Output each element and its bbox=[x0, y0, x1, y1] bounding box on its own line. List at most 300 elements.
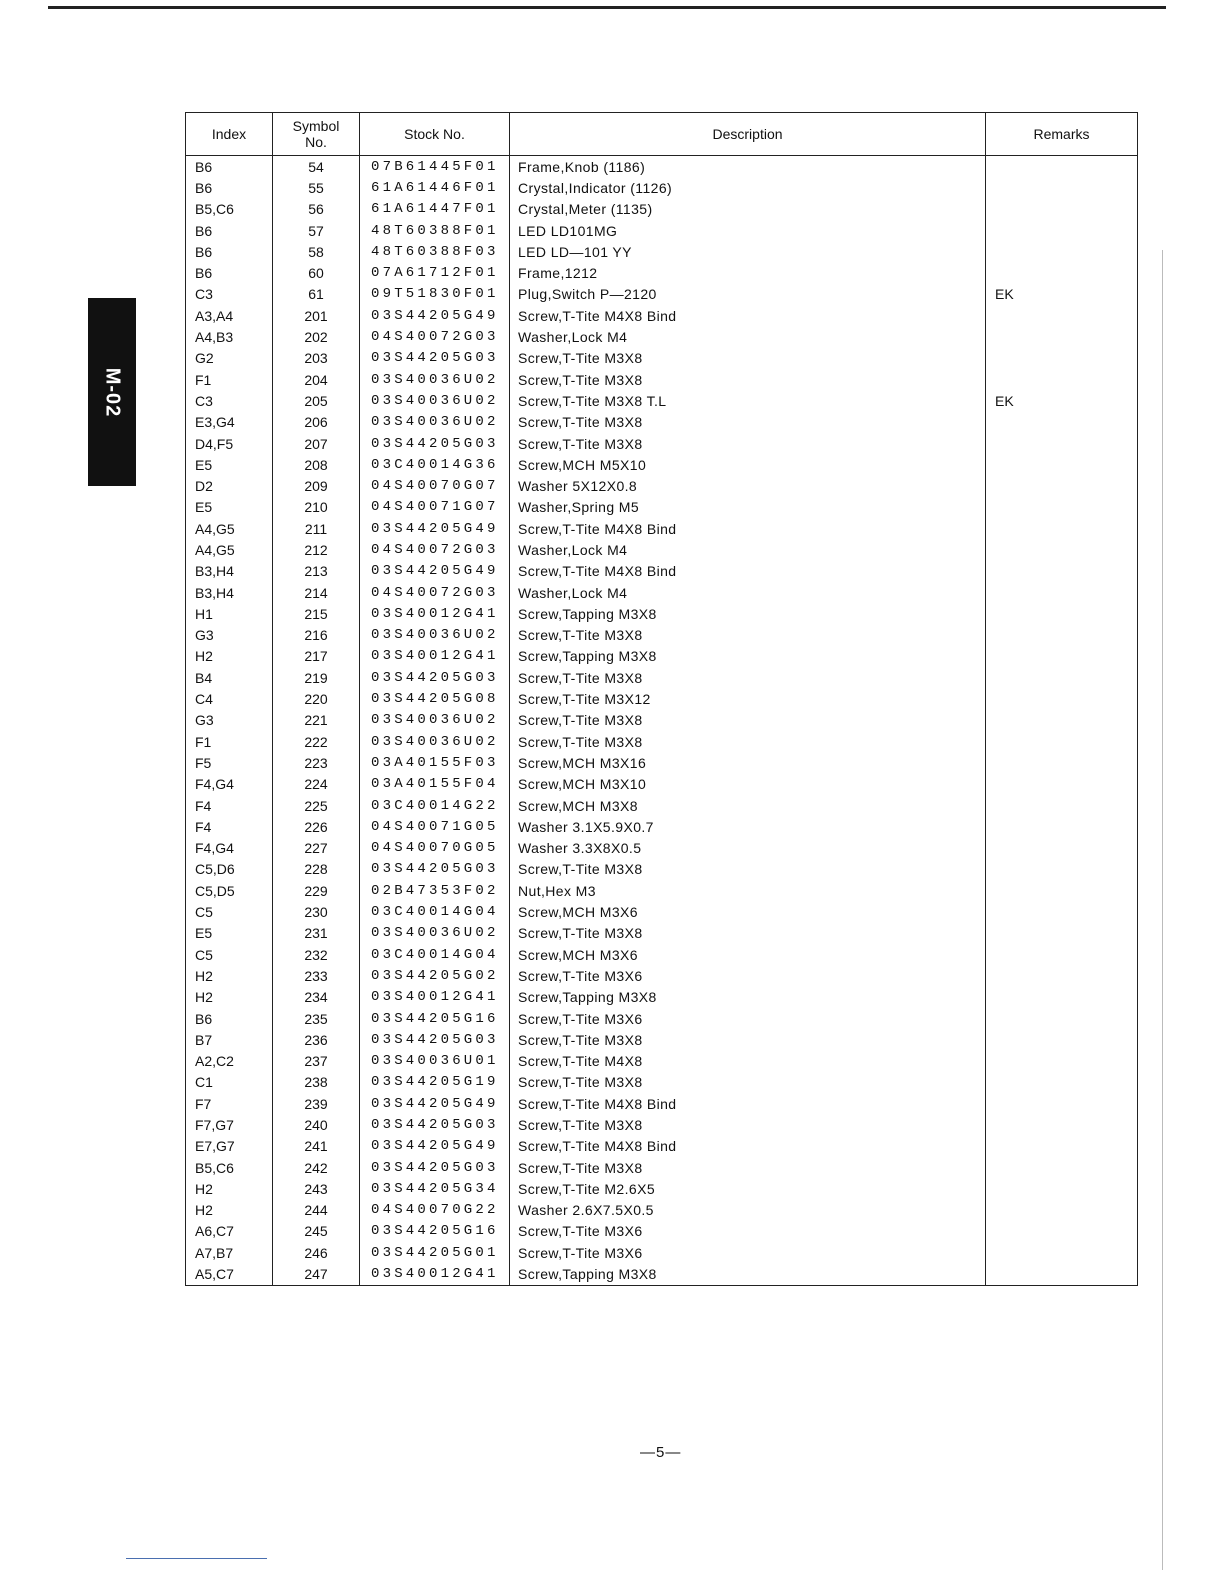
table-row bbox=[186, 199, 1138, 220]
symbol-cell: 61 bbox=[273, 284, 360, 305]
index-cell: H2 bbox=[195, 648, 213, 665]
table-row bbox=[186, 390, 1138, 411]
remarks-cell bbox=[986, 454, 1138, 475]
remarks-cell bbox=[986, 688, 1138, 709]
description-cell: Screw,T-Tite M3X6 bbox=[510, 965, 986, 986]
remarks-cell bbox=[986, 923, 1138, 944]
symbol-cell: 234 bbox=[273, 987, 360, 1008]
index-cell: H2 bbox=[195, 1202, 213, 1219]
index-cell: E3,G4 bbox=[195, 414, 235, 431]
symbol-cell: 220 bbox=[273, 688, 360, 709]
stock-cell: 03S40036U02 bbox=[360, 731, 510, 752]
index-cell: A4,B3 bbox=[195, 329, 234, 346]
symbol-cell: 60 bbox=[273, 262, 360, 283]
table-row bbox=[186, 369, 1138, 390]
index-cell: B5,C6 bbox=[195, 201, 234, 218]
remarks-cell bbox=[986, 603, 1138, 624]
table-row bbox=[186, 156, 1138, 178]
symbol-header-line1: Symbol bbox=[292, 118, 340, 134]
remarks-cell bbox=[986, 944, 1138, 965]
table-row bbox=[186, 880, 1138, 901]
remarks-cell bbox=[986, 752, 1138, 773]
remarks-cell bbox=[986, 220, 1138, 241]
symbol-cell: 245 bbox=[273, 1221, 360, 1242]
description-cell: Screw,Tapping M3X8 bbox=[510, 1263, 986, 1285]
remarks-cell bbox=[986, 177, 1138, 198]
index-cell: D4,F5 bbox=[195, 435, 234, 452]
symbol-cell: 241 bbox=[273, 1136, 360, 1157]
table-row bbox=[186, 965, 1138, 986]
remarks-cell bbox=[986, 199, 1138, 220]
description-cell: Frame,1212 bbox=[510, 262, 986, 283]
index-cell: A6,C7 bbox=[195, 1223, 234, 1240]
symbol-cell: 215 bbox=[273, 603, 360, 624]
symbol-cell: 55 bbox=[273, 177, 360, 198]
description-cell: Screw,T-Tite M3X6 bbox=[510, 1221, 986, 1242]
symbol-cell: 225 bbox=[273, 795, 360, 816]
remarks-cell bbox=[986, 497, 1138, 518]
index-cell: F1 bbox=[195, 371, 212, 388]
symbol-cell: 226 bbox=[273, 816, 360, 837]
stock-cell: 03S44205G49 bbox=[360, 561, 510, 582]
remarks-cell bbox=[986, 965, 1138, 986]
index-cell: F7,G7 bbox=[195, 1117, 234, 1133]
stock-cell: 03S44205G49 bbox=[360, 305, 510, 326]
index-cell: A3,A4 bbox=[195, 307, 234, 324]
index-cell: B3,H4 bbox=[195, 563, 234, 580]
remarks-cell bbox=[986, 241, 1138, 262]
remarks-cell bbox=[986, 539, 1138, 560]
table-row bbox=[186, 454, 1138, 475]
description-cell: Screw,T-Tite M4X8 Bind bbox=[510, 1136, 986, 1157]
index-cell: C4 bbox=[195, 691, 213, 708]
remarks-cell bbox=[986, 348, 1138, 369]
remarks-cell bbox=[986, 838, 1138, 859]
stock-cell: 04S40070G22 bbox=[360, 1200, 510, 1221]
symbol-header bbox=[273, 113, 360, 156]
description-cell: Crystal,Indicator (1126) bbox=[510, 177, 986, 198]
description-cell: Crystal,Meter (1135) bbox=[510, 199, 986, 220]
table-row bbox=[186, 539, 1138, 560]
description-cell: Screw,T-Tite M3X8 bbox=[510, 625, 986, 646]
stock-cell: 04S40072G03 bbox=[360, 582, 510, 603]
symbol-cell: 202 bbox=[273, 326, 360, 347]
description-cell: Screw,T-Tite M3X6 bbox=[510, 1242, 986, 1263]
table-row bbox=[186, 497, 1138, 518]
index-cell: B5,C6 bbox=[195, 1159, 234, 1176]
symbol-cell: 57 bbox=[273, 220, 360, 241]
page-number: —5— bbox=[640, 1444, 682, 1461]
description-cell: Screw,MCH M5X10 bbox=[510, 454, 986, 475]
table-row bbox=[186, 944, 1138, 965]
description-cell: Screw,T-Tite M4X8 Bind bbox=[510, 561, 986, 582]
description-cell: LED LD—101 YY bbox=[510, 241, 986, 262]
index-cell: C5 bbox=[195, 904, 213, 921]
remarks-cell bbox=[986, 880, 1138, 901]
index-cell: C5,D6 bbox=[195, 861, 235, 878]
remarks-cell bbox=[986, 667, 1138, 688]
remarks-cell bbox=[986, 156, 1138, 178]
stock-cell: 61A61447F01 bbox=[360, 199, 510, 220]
stock-cell: 03S40036U01 bbox=[360, 1050, 510, 1071]
symbol-cell: 242 bbox=[273, 1157, 360, 1178]
index-cell: B6 bbox=[195, 265, 213, 282]
stock-cell: 03C40014G22 bbox=[360, 795, 510, 816]
symbol-cell: 231 bbox=[273, 923, 360, 944]
table-row bbox=[186, 816, 1138, 837]
parts-list-table bbox=[185, 112, 1138, 1286]
description-cell: Screw,MCH M3X6 bbox=[510, 944, 986, 965]
remarks-cell bbox=[986, 582, 1138, 603]
table-row bbox=[186, 1050, 1138, 1071]
stock-cell: 03S44205G08 bbox=[360, 688, 510, 709]
table-row bbox=[186, 710, 1138, 731]
description-cell: Screw,T-Tite M3X8 bbox=[510, 731, 986, 752]
table-row bbox=[186, 475, 1138, 496]
remarks-cell bbox=[986, 987, 1138, 1008]
index-cell: E5 bbox=[195, 456, 213, 473]
remarks-cell bbox=[986, 816, 1138, 837]
table-row bbox=[186, 326, 1138, 347]
remarks-cell bbox=[986, 774, 1138, 795]
table-row bbox=[186, 1093, 1138, 1114]
symbol-cell: 244 bbox=[273, 1200, 360, 1221]
index-cell: E5 bbox=[195, 925, 213, 942]
symbol-cell: 213 bbox=[273, 561, 360, 582]
remarks-cell bbox=[986, 859, 1138, 880]
table-row bbox=[186, 987, 1138, 1008]
remarks-cell bbox=[986, 646, 1138, 667]
table-row bbox=[186, 305, 1138, 326]
index-cell: B6 bbox=[195, 222, 213, 239]
description-cell: Screw,T-Tite M3X8 bbox=[510, 710, 986, 731]
remarks-cell: EK bbox=[986, 284, 1138, 305]
description-cell: Screw,T-Tite M3X6 bbox=[510, 1008, 986, 1029]
table-row bbox=[186, 1157, 1138, 1178]
remarks-cell bbox=[986, 326, 1138, 347]
symbol-cell: 208 bbox=[273, 454, 360, 475]
stock-cell: 03S40012G41 bbox=[360, 646, 510, 667]
index-cell: B4 bbox=[195, 669, 213, 686]
description-cell: Nut,Hex M3 bbox=[510, 880, 986, 901]
symbol-cell: 205 bbox=[273, 390, 360, 411]
remarks-cell bbox=[986, 795, 1138, 816]
stock-cell: 03S40036U02 bbox=[360, 390, 510, 411]
section-tab-label: M-02 bbox=[101, 367, 124, 417]
table-row bbox=[186, 752, 1138, 773]
description-cell: Washer,Lock M4 bbox=[510, 539, 986, 560]
index-cell: A7,B7 bbox=[195, 1244, 234, 1261]
remarks-cell bbox=[986, 1242, 1138, 1263]
table-row bbox=[186, 625, 1138, 646]
symbol-cell: 210 bbox=[273, 497, 360, 518]
description-cell: Screw,T-Tite M4X8 bbox=[510, 1050, 986, 1071]
stock-cell: 03S44205G19 bbox=[360, 1072, 510, 1093]
table-row bbox=[186, 1136, 1138, 1157]
index-cell: C1 bbox=[195, 1074, 213, 1091]
symbol-cell: 243 bbox=[273, 1178, 360, 1199]
symbol-cell: 233 bbox=[273, 965, 360, 986]
symbol-cell: 228 bbox=[273, 859, 360, 880]
table-row bbox=[186, 284, 1138, 305]
index-cell: F4 bbox=[195, 818, 212, 835]
description-cell: Screw,T-Tite M3X8 T.L bbox=[510, 390, 986, 411]
symbol-cell: 240 bbox=[273, 1114, 360, 1135]
table-row bbox=[186, 1221, 1138, 1242]
table-row bbox=[186, 1114, 1138, 1135]
table-row bbox=[186, 838, 1138, 859]
symbol-cell: 247 bbox=[273, 1263, 360, 1285]
remarks-header: Remarks bbox=[986, 113, 1138, 156]
table-row bbox=[186, 731, 1138, 752]
index-cell: A4,G5 bbox=[195, 520, 235, 537]
symbol-cell: 219 bbox=[273, 667, 360, 688]
table-row bbox=[186, 1200, 1138, 1221]
stock-cell: 03S44205G03 bbox=[360, 667, 510, 688]
index-header: Index bbox=[186, 113, 273, 156]
index-cell: F1 bbox=[195, 733, 212, 750]
stock-cell: 03C40014G04 bbox=[360, 944, 510, 965]
stock-cell: 03S44205G16 bbox=[360, 1008, 510, 1029]
stock-cell: 03S44205G49 bbox=[360, 1093, 510, 1114]
symbol-cell: 222 bbox=[273, 731, 360, 752]
top-rule bbox=[48, 6, 1166, 9]
table-row bbox=[186, 1029, 1138, 1050]
stock-cell: 03S40012G41 bbox=[360, 987, 510, 1008]
stock-cell: 03S44205G01 bbox=[360, 1242, 510, 1263]
description-cell: Screw,T-Tite M4X8 Bind bbox=[510, 305, 986, 326]
symbol-cell: 223 bbox=[273, 752, 360, 773]
symbol-cell: 201 bbox=[273, 305, 360, 326]
description-cell: Screw,T-Tite M3X8 bbox=[510, 369, 986, 390]
index-cell: C5,D5 bbox=[195, 882, 235, 899]
description-cell: Screw,Tapping M3X8 bbox=[510, 646, 986, 667]
description-cell: Screw,T-Tite M3X8 bbox=[510, 1157, 986, 1178]
description-cell: Screw,T-Tite M3X8 bbox=[510, 433, 986, 454]
symbol-cell: 214 bbox=[273, 582, 360, 603]
stock-cell: 03S44205G03 bbox=[360, 433, 510, 454]
stock-cell: 03S44205G03 bbox=[360, 1114, 510, 1135]
description-cell: Screw,T-Tite M3X8 bbox=[510, 348, 986, 369]
remarks-cell bbox=[986, 475, 1138, 496]
index-cell: H2 bbox=[195, 1180, 213, 1197]
stock-header: Stock No. bbox=[360, 113, 510, 156]
stock-cell: 03S44205G03 bbox=[360, 1029, 510, 1050]
stock-cell: 03S40036U02 bbox=[360, 369, 510, 390]
symbol-cell: 217 bbox=[273, 646, 360, 667]
description-cell: Washer,Lock M4 bbox=[510, 326, 986, 347]
table-row bbox=[186, 412, 1138, 433]
remarks-cell bbox=[986, 1050, 1138, 1071]
stock-cell: 48T60388F03 bbox=[360, 241, 510, 262]
index-cell: B3,H4 bbox=[195, 584, 234, 601]
table-row bbox=[186, 433, 1138, 454]
table-row bbox=[186, 518, 1138, 539]
symbol-cell: 212 bbox=[273, 539, 360, 560]
symbol-cell: 237 bbox=[273, 1050, 360, 1071]
index-cell: E7,G7 bbox=[195, 1138, 235, 1155]
table-row bbox=[186, 688, 1138, 709]
symbol-cell: 216 bbox=[273, 625, 360, 646]
stock-cell: 03S40012G41 bbox=[360, 1263, 510, 1285]
symbol-cell: 235 bbox=[273, 1008, 360, 1029]
stock-cell: 03C40014G04 bbox=[360, 901, 510, 922]
description-cell: Screw,T-Tite M3X8 bbox=[510, 412, 986, 433]
symbol-cell: 211 bbox=[273, 518, 360, 539]
index-cell: G2 bbox=[195, 350, 214, 367]
table-row bbox=[186, 1008, 1138, 1029]
symbol-cell: 246 bbox=[273, 1242, 360, 1263]
symbol-cell: 236 bbox=[273, 1029, 360, 1050]
table-row bbox=[186, 1263, 1138, 1285]
stock-cell: 03S44205G49 bbox=[360, 518, 510, 539]
description-cell: Washer 5X12X0.8 bbox=[510, 475, 986, 496]
stock-cell: 04S40072G03 bbox=[360, 326, 510, 347]
section-tab bbox=[88, 298, 136, 486]
symbol-cell: 227 bbox=[273, 838, 360, 859]
bottom-rule bbox=[126, 1558, 267, 1559]
index-cell: A5,C7 bbox=[195, 1266, 234, 1283]
stock-cell: 03S44205G03 bbox=[360, 859, 510, 880]
index-cell: H2 bbox=[195, 989, 213, 1006]
index-cell: C3 bbox=[195, 286, 213, 303]
description-cell: Screw,T-Tite M3X8 bbox=[510, 1114, 986, 1135]
remarks-cell bbox=[986, 1263, 1138, 1285]
description-cell: Frame,Knob (1186) bbox=[510, 156, 986, 178]
table-body bbox=[186, 156, 1138, 1286]
right-edge-line bbox=[1162, 250, 1163, 1570]
table-row bbox=[186, 1072, 1138, 1093]
table-row bbox=[186, 646, 1138, 667]
table-row bbox=[186, 561, 1138, 582]
remarks-cell bbox=[986, 1072, 1138, 1093]
table-row bbox=[186, 859, 1138, 880]
remarks-cell bbox=[986, 1029, 1138, 1050]
description-cell: Washer 3.3X8X0.5 bbox=[510, 838, 986, 859]
stock-cell: 61A61446F01 bbox=[360, 177, 510, 198]
symbol-cell: 204 bbox=[273, 369, 360, 390]
index-cell: F5 bbox=[195, 754, 212, 771]
index-cell: F4,G4 bbox=[195, 840, 234, 857]
stock-cell: 48T60388F01 bbox=[360, 220, 510, 241]
stock-cell: 03S40036U02 bbox=[360, 412, 510, 433]
stock-cell: 03S40036U02 bbox=[360, 710, 510, 731]
stock-cell: 02B47353F02 bbox=[360, 880, 510, 901]
index-cell: C3 bbox=[195, 392, 213, 409]
table-row bbox=[186, 603, 1138, 624]
remarks-cell bbox=[986, 1093, 1138, 1114]
description-cell: Screw,T-Tite M4X8 Bind bbox=[510, 518, 986, 539]
table-header-row bbox=[186, 113, 1138, 156]
index-cell: F4 bbox=[195, 797, 212, 814]
table-row bbox=[186, 241, 1138, 262]
description-cell: Screw,T-Tite M3X8 bbox=[510, 1072, 986, 1093]
symbol-cell: 232 bbox=[273, 944, 360, 965]
index-cell: G3 bbox=[195, 712, 214, 729]
description-cell: Screw,T-Tite M3X12 bbox=[510, 688, 986, 709]
remarks-cell bbox=[986, 561, 1138, 582]
symbol-cell: 230 bbox=[273, 901, 360, 922]
index-cell: C5 bbox=[195, 946, 213, 963]
stock-cell: 03S44205G49 bbox=[360, 1136, 510, 1157]
description-cell: Washer 3.1X5.9X0.7 bbox=[510, 816, 986, 837]
description-cell: Screw,MCH M3X10 bbox=[510, 774, 986, 795]
remarks-cell bbox=[986, 1114, 1138, 1135]
stock-cell: 03S44205G34 bbox=[360, 1178, 510, 1199]
remarks-cell bbox=[986, 1200, 1138, 1221]
table-row bbox=[186, 901, 1138, 922]
stock-cell: 03S40012G41 bbox=[360, 603, 510, 624]
table-row bbox=[186, 220, 1138, 241]
index-cell: A2,C2 bbox=[195, 1053, 234, 1070]
table-row bbox=[186, 582, 1138, 603]
table-row bbox=[186, 667, 1138, 688]
remarks-cell bbox=[986, 731, 1138, 752]
index-cell: G3 bbox=[195, 627, 214, 644]
stock-cell: 03S44205G02 bbox=[360, 965, 510, 986]
description-cell: Screw,T-Tite M3X8 bbox=[510, 923, 986, 944]
symbol-cell: 239 bbox=[273, 1093, 360, 1114]
stock-cell: 03S44205G16 bbox=[360, 1221, 510, 1242]
stock-cell: 03S44205G03 bbox=[360, 1157, 510, 1178]
index-cell: B6 bbox=[195, 1010, 213, 1027]
description-cell: Screw,T-Tite M4X8 Bind bbox=[510, 1093, 986, 1114]
symbol-cell: 206 bbox=[273, 412, 360, 433]
index-cell: D2 bbox=[195, 478, 213, 495]
remarks-cell bbox=[986, 1136, 1138, 1157]
remarks-cell bbox=[986, 1157, 1138, 1178]
index-cell: B6 bbox=[195, 179, 213, 196]
remarks-cell bbox=[986, 1008, 1138, 1029]
stock-cell: 03C40014G36 bbox=[360, 454, 510, 475]
description-cell: Screw,T-Tite M3X8 bbox=[510, 667, 986, 688]
table-row bbox=[186, 795, 1138, 816]
symbol-cell: 58 bbox=[273, 241, 360, 262]
stock-cell: 03S40036U02 bbox=[360, 625, 510, 646]
description-cell: Screw,MCH M3X6 bbox=[510, 901, 986, 922]
symbol-cell: 207 bbox=[273, 433, 360, 454]
remarks-cell bbox=[986, 369, 1138, 390]
index-cell: B6 bbox=[195, 243, 213, 260]
symbol-cell: 221 bbox=[273, 710, 360, 731]
description-cell: LED LD101MG bbox=[510, 220, 986, 241]
description-cell: Screw,Tapping M3X8 bbox=[510, 987, 986, 1008]
stock-cell: 03A40155F03 bbox=[360, 752, 510, 773]
remarks-cell: EK bbox=[986, 390, 1138, 411]
description-cell: Plug,Switch P—2120 bbox=[510, 284, 986, 305]
index-cell: B7 bbox=[195, 1031, 213, 1048]
symbol-cell: 224 bbox=[273, 774, 360, 795]
remarks-cell bbox=[986, 901, 1138, 922]
remarks-cell bbox=[986, 262, 1138, 283]
remarks-cell bbox=[986, 1221, 1138, 1242]
remarks-cell bbox=[986, 305, 1138, 326]
description-cell: Washer 2.6X7.5X0.5 bbox=[510, 1200, 986, 1221]
description-cell: Screw,MCH M3X8 bbox=[510, 795, 986, 816]
symbol-cell: 209 bbox=[273, 475, 360, 496]
description-cell: Washer,Lock M4 bbox=[510, 582, 986, 603]
description-cell: Washer,Spring M5 bbox=[510, 497, 986, 518]
table-row bbox=[186, 1178, 1138, 1199]
symbol-header-line2: No. bbox=[305, 134, 327, 150]
stock-cell: 07A61712F01 bbox=[360, 262, 510, 283]
index-cell: A4,G5 bbox=[195, 541, 235, 558]
remarks-cell bbox=[986, 710, 1138, 731]
description-cell: Screw,MCH M3X16 bbox=[510, 752, 986, 773]
stock-cell: 04S40071G07 bbox=[360, 497, 510, 518]
stock-cell: 04S40071G05 bbox=[360, 816, 510, 837]
table-row bbox=[186, 348, 1138, 369]
